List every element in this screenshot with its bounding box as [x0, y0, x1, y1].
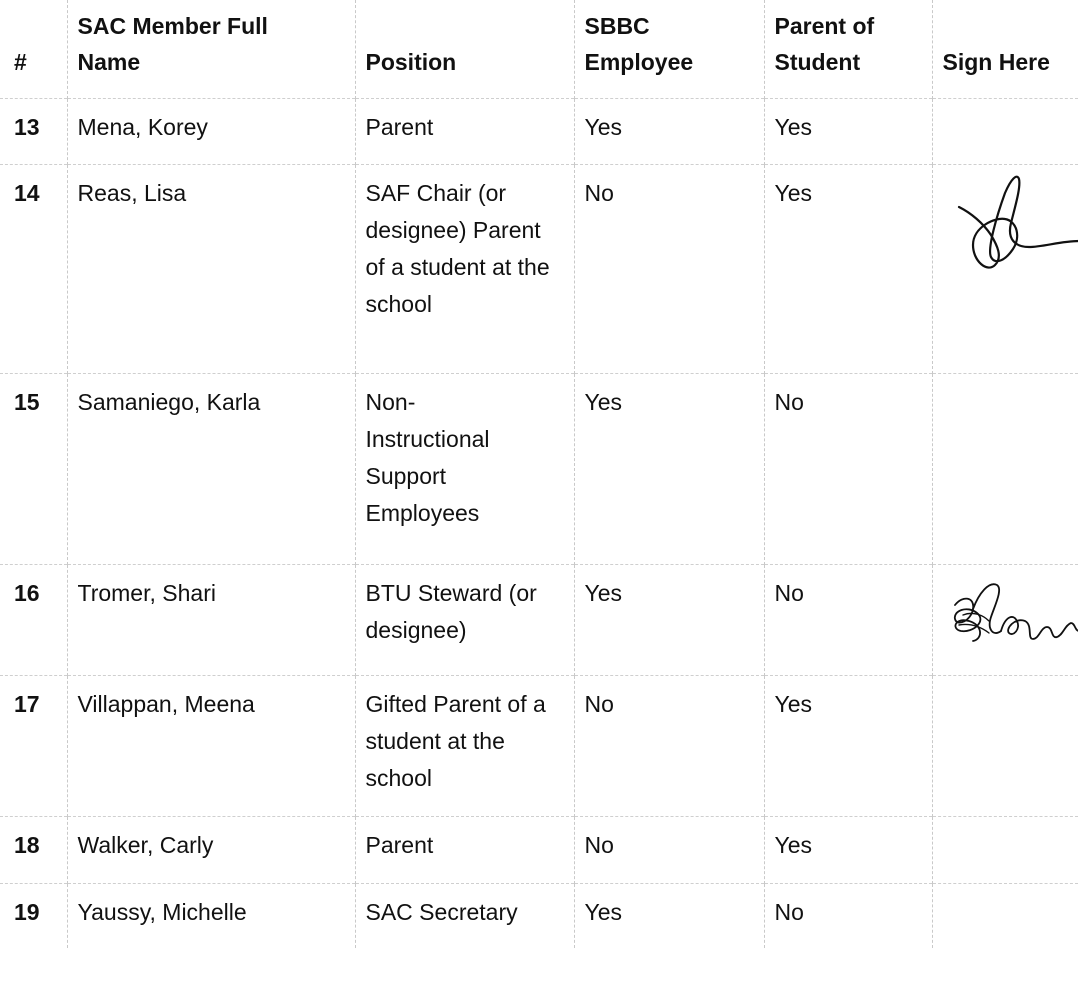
header-name: SAC Member Full Name: [67, 0, 355, 99]
table-row: [0, 817, 1078, 884]
row-number: 15: [0, 374, 67, 565]
table-row: [0, 565, 1078, 676]
handwritten-signature: [933, 565, 1078, 665]
member-name: Reas, Lisa: [67, 165, 355, 374]
parent-of-student: Yes: [764, 165, 932, 374]
table-header-row: [0, 0, 1078, 99]
row-number: 18: [0, 817, 67, 884]
member-name: Yaussy, Michelle: [67, 884, 355, 949]
member-position: SAC Secretary: [355, 884, 574, 949]
signature-cell[interactable]: [932, 99, 1078, 165]
sbbc-employee: Yes: [574, 374, 764, 565]
handwritten-signature: [933, 165, 1078, 285]
member-name: Walker, Carly: [67, 817, 355, 884]
sbbc-employee: Yes: [574, 565, 764, 676]
parent-of-student: No: [764, 884, 932, 949]
header-number: #: [14, 49, 27, 75]
signature-cell[interactable]: [932, 676, 1078, 817]
member-name: Tromer, Shari: [67, 565, 355, 676]
signature-cell[interactable]: [932, 817, 1078, 884]
table-row: [0, 676, 1078, 817]
header-parent: Parent of Student: [764, 0, 932, 99]
member-name: Mena, Korey: [67, 99, 355, 165]
member-position: SAF Chair (or designee) Parent of a student at the school: [355, 165, 574, 374]
member-position: Parent: [355, 99, 574, 165]
header-position: Position: [355, 0, 574, 99]
sbbc-employee: Yes: [574, 884, 764, 949]
table-row: [0, 374, 1078, 565]
table-row: [0, 884, 1078, 949]
table-row: [0, 99, 1078, 165]
sbbc-employee: No: [574, 817, 764, 884]
member-name: Samaniego, Karla: [67, 374, 355, 565]
sbbc-employee: No: [574, 165, 764, 374]
parent-of-student: Yes: [764, 676, 932, 817]
parent-of-student: No: [764, 565, 932, 676]
member-position: Non-Instructional Support Employees: [355, 374, 574, 565]
member-name: Villappan, Meena: [67, 676, 355, 817]
sbbc-employee: No: [574, 676, 764, 817]
parent-of-student: No: [764, 374, 932, 565]
parent-of-student: Yes: [764, 99, 932, 165]
row-number: 14: [0, 165, 67, 374]
sbbc-employee: Yes: [574, 99, 764, 165]
row-number: 19: [0, 884, 67, 949]
signature-cell[interactable]: [932, 565, 1078, 676]
signature-cell[interactable]: [932, 165, 1078, 374]
signature-cell[interactable]: [932, 884, 1078, 949]
row-number: 16: [0, 565, 67, 676]
header-sign: Sign Here: [932, 0, 1078, 99]
member-position: Parent: [355, 817, 574, 884]
signature-cell[interactable]: [932, 374, 1078, 565]
header-employee: SBBC Employee: [574, 0, 764, 99]
row-number: 17: [0, 676, 67, 817]
table-row: [0, 165, 1078, 374]
member-position: Gifted Parent of a student at the school: [355, 676, 574, 817]
member-position: BTU Steward (or designee): [355, 565, 574, 676]
parent-of-student: Yes: [764, 817, 932, 884]
row-number: 13: [0, 99, 67, 165]
